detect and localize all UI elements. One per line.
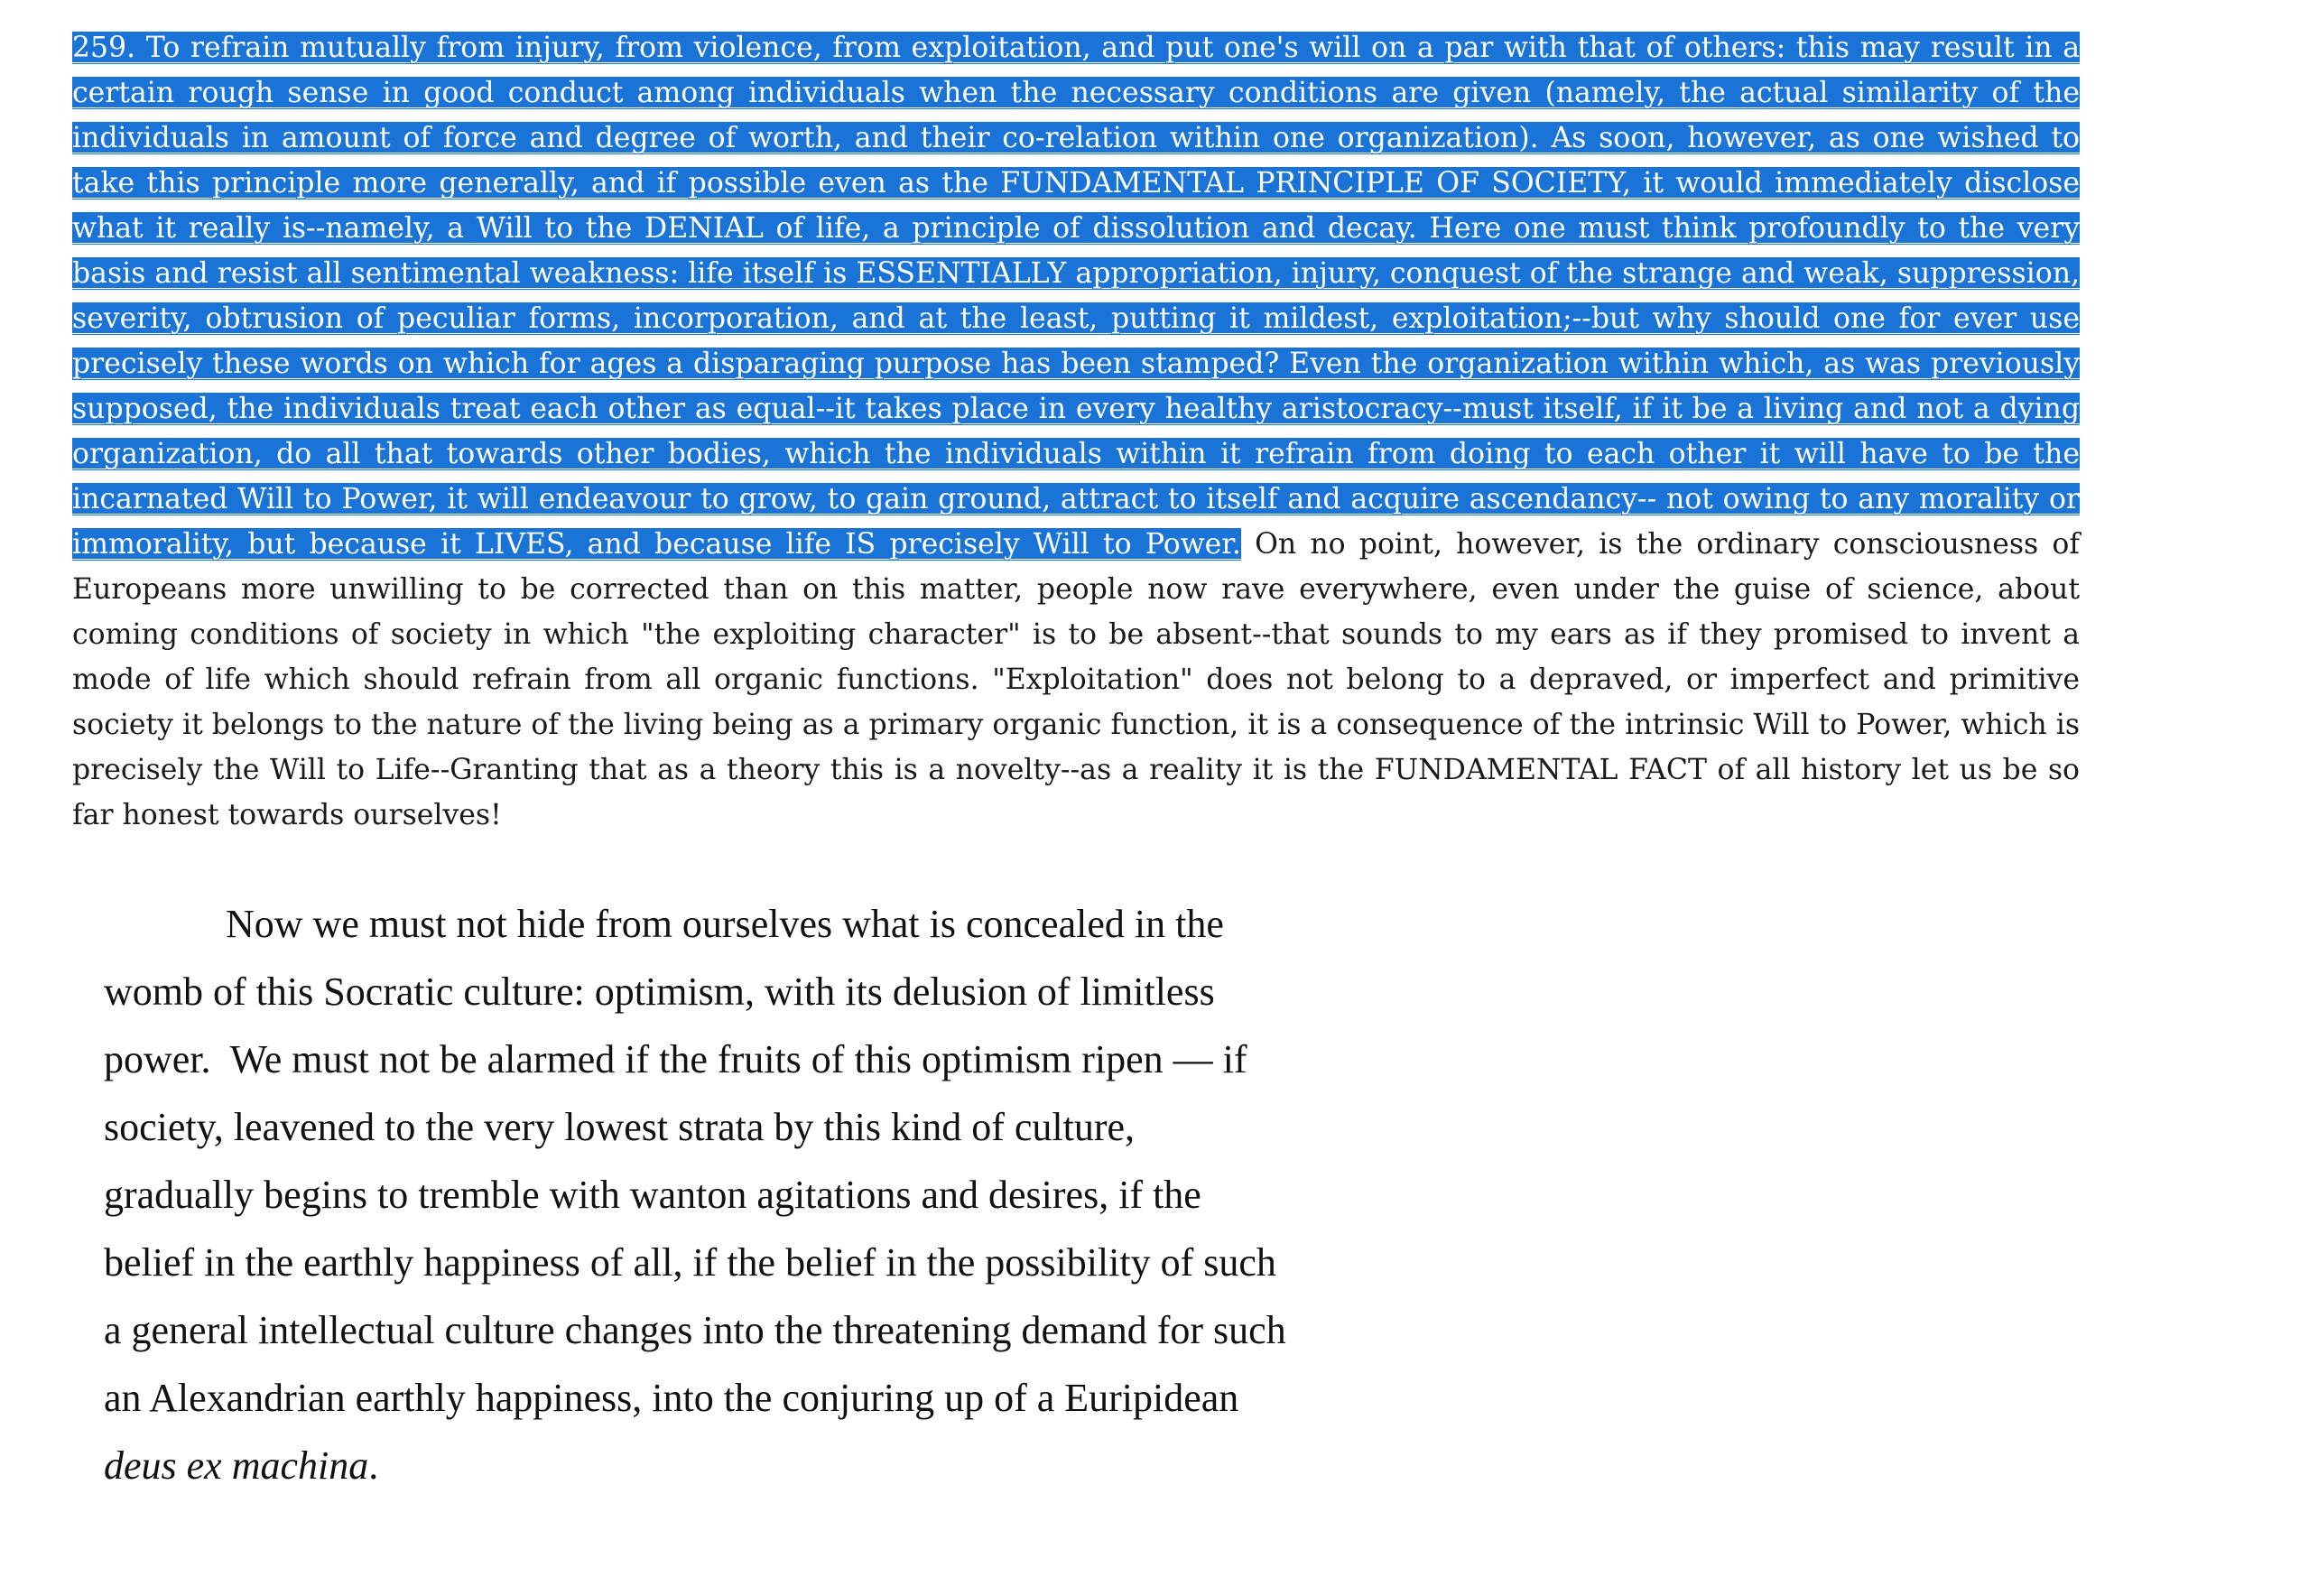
- excerpt-paragraph-2: [104, 890, 1331, 1499]
- excerpt-paragraph-1: [72, 25, 2080, 838]
- paragraph-line: Now we must not hide from ourselves what is concealed in the: [226, 902, 1224, 946]
- paragraph-line: society, leavened to the very lowest strata by this kind of culture,: [104, 1105, 1136, 1149]
- italic-phrase: deus ex machina: [104, 1443, 369, 1488]
- paragraph-line: belief in the earthly happiness of all, if the belief in the possibility of such: [104, 1240, 1276, 1285]
- paragraph-line: gradually begins to tremble with wanton agitations and desires, if the: [104, 1173, 1201, 1217]
- unselected-text: On no point, however, is the ordinary consciousness of Europeans more unwilling to be corrected than on this matter, people now rave everywhere, even under the guise of science, about coming conditions of society in which "the exploiting character" is to be absent--that sounds to my ears as if they promised to invent a mode of life which should refrain from all organic functions. "Exploitation" does not belong to a depraved, or imperfect and primitive society it belongs to the nature of the living being as a primary organic function, it is a consequence of the intrinsic Will to Power, which is precisely the Will to Life--Granting that as a theory this is a novelty--as a reality it is the FUNDAMENTAL FACT of all history let us be so far honest towards ourselves!: [72, 528, 2080, 831]
- paragraph-line: womb of this Socratic culture: optimism, with its delusion of limitless: [104, 970, 1215, 1014]
- paragraph-line: power. We must not be alarmed if the fruits of this optimism ripen — if: [104, 1037, 1247, 1081]
- paragraph-line: a general intellectual culture changes into the threatening demand for such: [104, 1308, 1286, 1352]
- selected-text-highlight[interactable]: 259. To refrain mutually from injury, from violence, from exploitation, and put one's will on a par with that of others: this may result in a certain rough sense in good conduct among individuals when the necessary conditions are given (namely, the actual similarity of the individuals in amount of force and degree of worth, and their co-relation within one organization). As soon, however, as one wished to take this principle more generally, and if possible even as the FUNDAMENTAL PRINCIPLE OF SOCIETY, it would immediately disclose what it really is--namely, a Will to the DENIAL of life, a principle of dissolution and decay. Here one must think profoundly to the very basis and resist all sentimental weakness: life itself is ESSENTIALLY appropriation, injury, conquest of the strange and weak, suppression, severity, obtrusion of peculiar forms, incorporation, and at the least, putting it mildest, exploitation;--but why should one for ever use precisely these words on which for ages a disparaging purpose has been stamped? Even the organization within which, as was previously supposed, the individuals treat each other as equal--it takes place in every healthy aristocracy--must itself, if it be a living and not a dying organization, do all that towards other bodies, which the individuals within it refrain from doing to each other it will have to be the incarnated Will to Power, it will endeavour to grow, to gain ground, attract to itself and acquire ascendancy-- not owing to any morality or immorality, but because it LIVES, and because life IS precisely Will to Power.: [72, 32, 2080, 561]
- paragraph-last-line: [104, 1432, 1331, 1499]
- closing-period: .: [368, 1443, 379, 1488]
- paragraph-line: an Alexandrian earthly happiness, into the conjuring up of a Euripidean: [104, 1376, 1239, 1420]
